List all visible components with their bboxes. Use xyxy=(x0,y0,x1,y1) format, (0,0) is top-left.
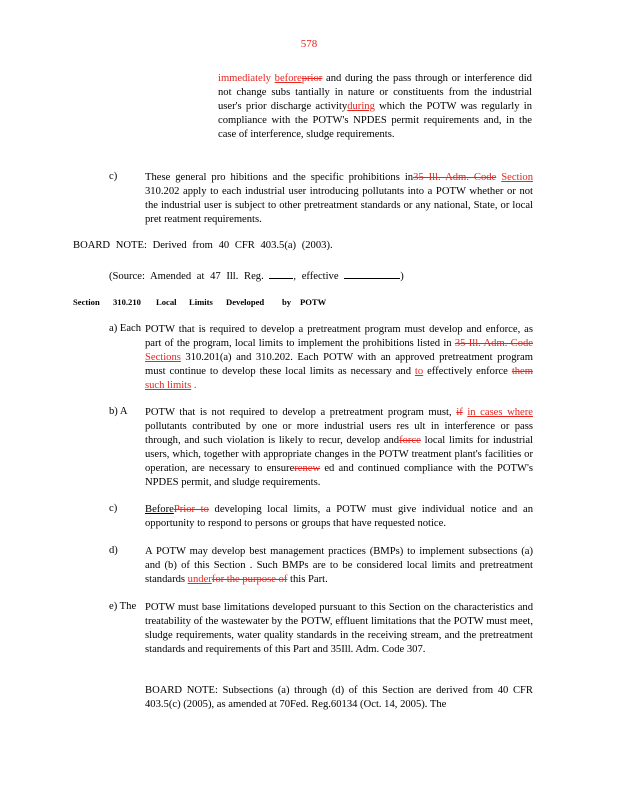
body-text: POTW must base limitations developed pursuant to this Section on the characteristics and treatability of the wastewater by the POTW, effluent limitations that the POTW must meet, sludge requirements, water quality standards in the receiving stream, and the pretreatment standards and requirements of this Part and 35Ill. Adm. Code 307. xyxy=(145,602,533,655)
source-text: , effective xyxy=(293,271,339,282)
inserted-text: such limits xyxy=(145,380,192,391)
blank-line xyxy=(269,268,293,279)
subsection-c2-paragraph xyxy=(145,503,533,531)
body-text: 310.201(a) and 310.202. Each POTW with an approved pretreatment program must continue to develop these local limits as necessary and xyxy=(145,352,533,377)
inserted-text: under xyxy=(187,574,212,585)
body-text: POTW that is not required to develop a pretreatment program must, xyxy=(145,407,457,418)
section-title-word: Local xyxy=(156,297,177,307)
deleted-text: if xyxy=(456,407,463,418)
subsection-marker-d: d) xyxy=(109,545,118,556)
subsection-c-paragraph xyxy=(145,171,533,227)
body-text: . xyxy=(191,380,197,391)
section-title-word: POTW xyxy=(300,297,327,307)
subsection-marker-a: a) Each xyxy=(109,323,142,334)
section-heading xyxy=(0,297,618,309)
subsection-marker-c: c) xyxy=(109,171,118,182)
subsection-e-paragraph xyxy=(145,601,533,657)
inserted-text: Sections xyxy=(145,352,181,363)
inserted-text: during xyxy=(347,101,375,112)
deleted-text: 35 Ill. Adm. Code xyxy=(413,172,497,183)
source-text: ) xyxy=(400,271,404,282)
subsection-marker-e: e) The xyxy=(109,601,137,612)
section-title-word: Developed xyxy=(226,297,265,307)
blank-line xyxy=(344,268,400,279)
body-text: 310.202 apply to each industrial user introducing pollutants into a POTW whether or not the industrial user is subject to other pretreatment standards or any national, State, or local pret reatment requirements. xyxy=(145,186,533,225)
body-text: this Part. xyxy=(287,574,328,585)
deleted-text: Prior to xyxy=(173,504,209,515)
intro-paragraph xyxy=(218,72,532,142)
deleted-text: force xyxy=(399,435,421,446)
board-note-1: BOARD NOTE: Derived from 40 CFR 403.5(a) (2003). xyxy=(73,240,333,251)
section-label: Section xyxy=(73,297,100,307)
deleted-text: for the purpose of xyxy=(211,574,288,585)
inserted-text: in cases where xyxy=(467,407,533,418)
section-title-word: by xyxy=(282,297,292,307)
page-number: 578 xyxy=(300,38,318,50)
inserted-text: to xyxy=(414,366,424,377)
subsection-d-paragraph xyxy=(145,545,533,587)
inserted-text: Before xyxy=(145,504,174,515)
deleted-text: prior xyxy=(301,73,323,84)
body-text: effectively enforce xyxy=(423,366,512,377)
source-text: (Source: Amended at 47 Ill. Reg. xyxy=(109,271,264,282)
body-text: and during the pass through or interference did not change subs tantially in nature or constituents from the industrial user's prior discharge activity xyxy=(218,73,532,112)
inserted-text: immediately xyxy=(218,73,271,84)
inserted-text: before xyxy=(274,73,302,84)
body-text: ed and continued compliance with the POTW's NPDES permit, and sludge requirements. xyxy=(145,463,533,488)
body-text: developing local limits, a POTW must give individual notice and an opportunity to respond to persons or groups that have requested notice. xyxy=(145,504,533,529)
subsection-b-paragraph xyxy=(145,406,533,490)
board-note-2: BOARD NOTE: Subsections (a) through (d) of this Section are derived from 40 CFR 403.5(c) (2005), as amended at 70Fed. Reg.60134 (Oct. 14, 2005). The xyxy=(145,685,533,710)
body-text: These general pro hibitions and the specific prohibitions in xyxy=(145,172,414,183)
source-note xyxy=(109,268,429,284)
deleted-text: them xyxy=(511,366,533,377)
deleted-text: 35 Ill. Adm. Code xyxy=(454,338,533,349)
body-text: which the POTW was regularly in compliance with the POTW's NPDES permit requirements and, in the case of interference, sludge requirements. xyxy=(218,101,532,140)
inserted-text: Section xyxy=(501,172,534,183)
body-text: POTW that is required to develop a pretreatment program must develop and enforce, as part of the program, local limits to implement the prohibitions listed in xyxy=(145,324,533,349)
subsection-a-paragraph xyxy=(145,323,533,393)
section-title-word: Limits xyxy=(189,297,213,307)
deleted-text: renew xyxy=(294,463,321,474)
section-number: 310.210 xyxy=(113,297,141,307)
body-text: local limits for industrial users, which, together with appropriate changes in the POTW treatment plant's facilities or operation, are necessary to ensure xyxy=(145,435,534,474)
subsection-marker-c: c) xyxy=(109,503,118,514)
body-text: A POTW may develop best management practices (BMPs) to implement subsections (a) and (b) of this Section . Such BMPs are to be considered local limits and pretreatment standards xyxy=(145,546,533,585)
subsection-marker-b: b) A xyxy=(109,406,128,417)
body-text: pollutants contributed by one or more industrial users res ult in interference or pass through, and such violation is likely to recur, develop and xyxy=(145,421,533,446)
